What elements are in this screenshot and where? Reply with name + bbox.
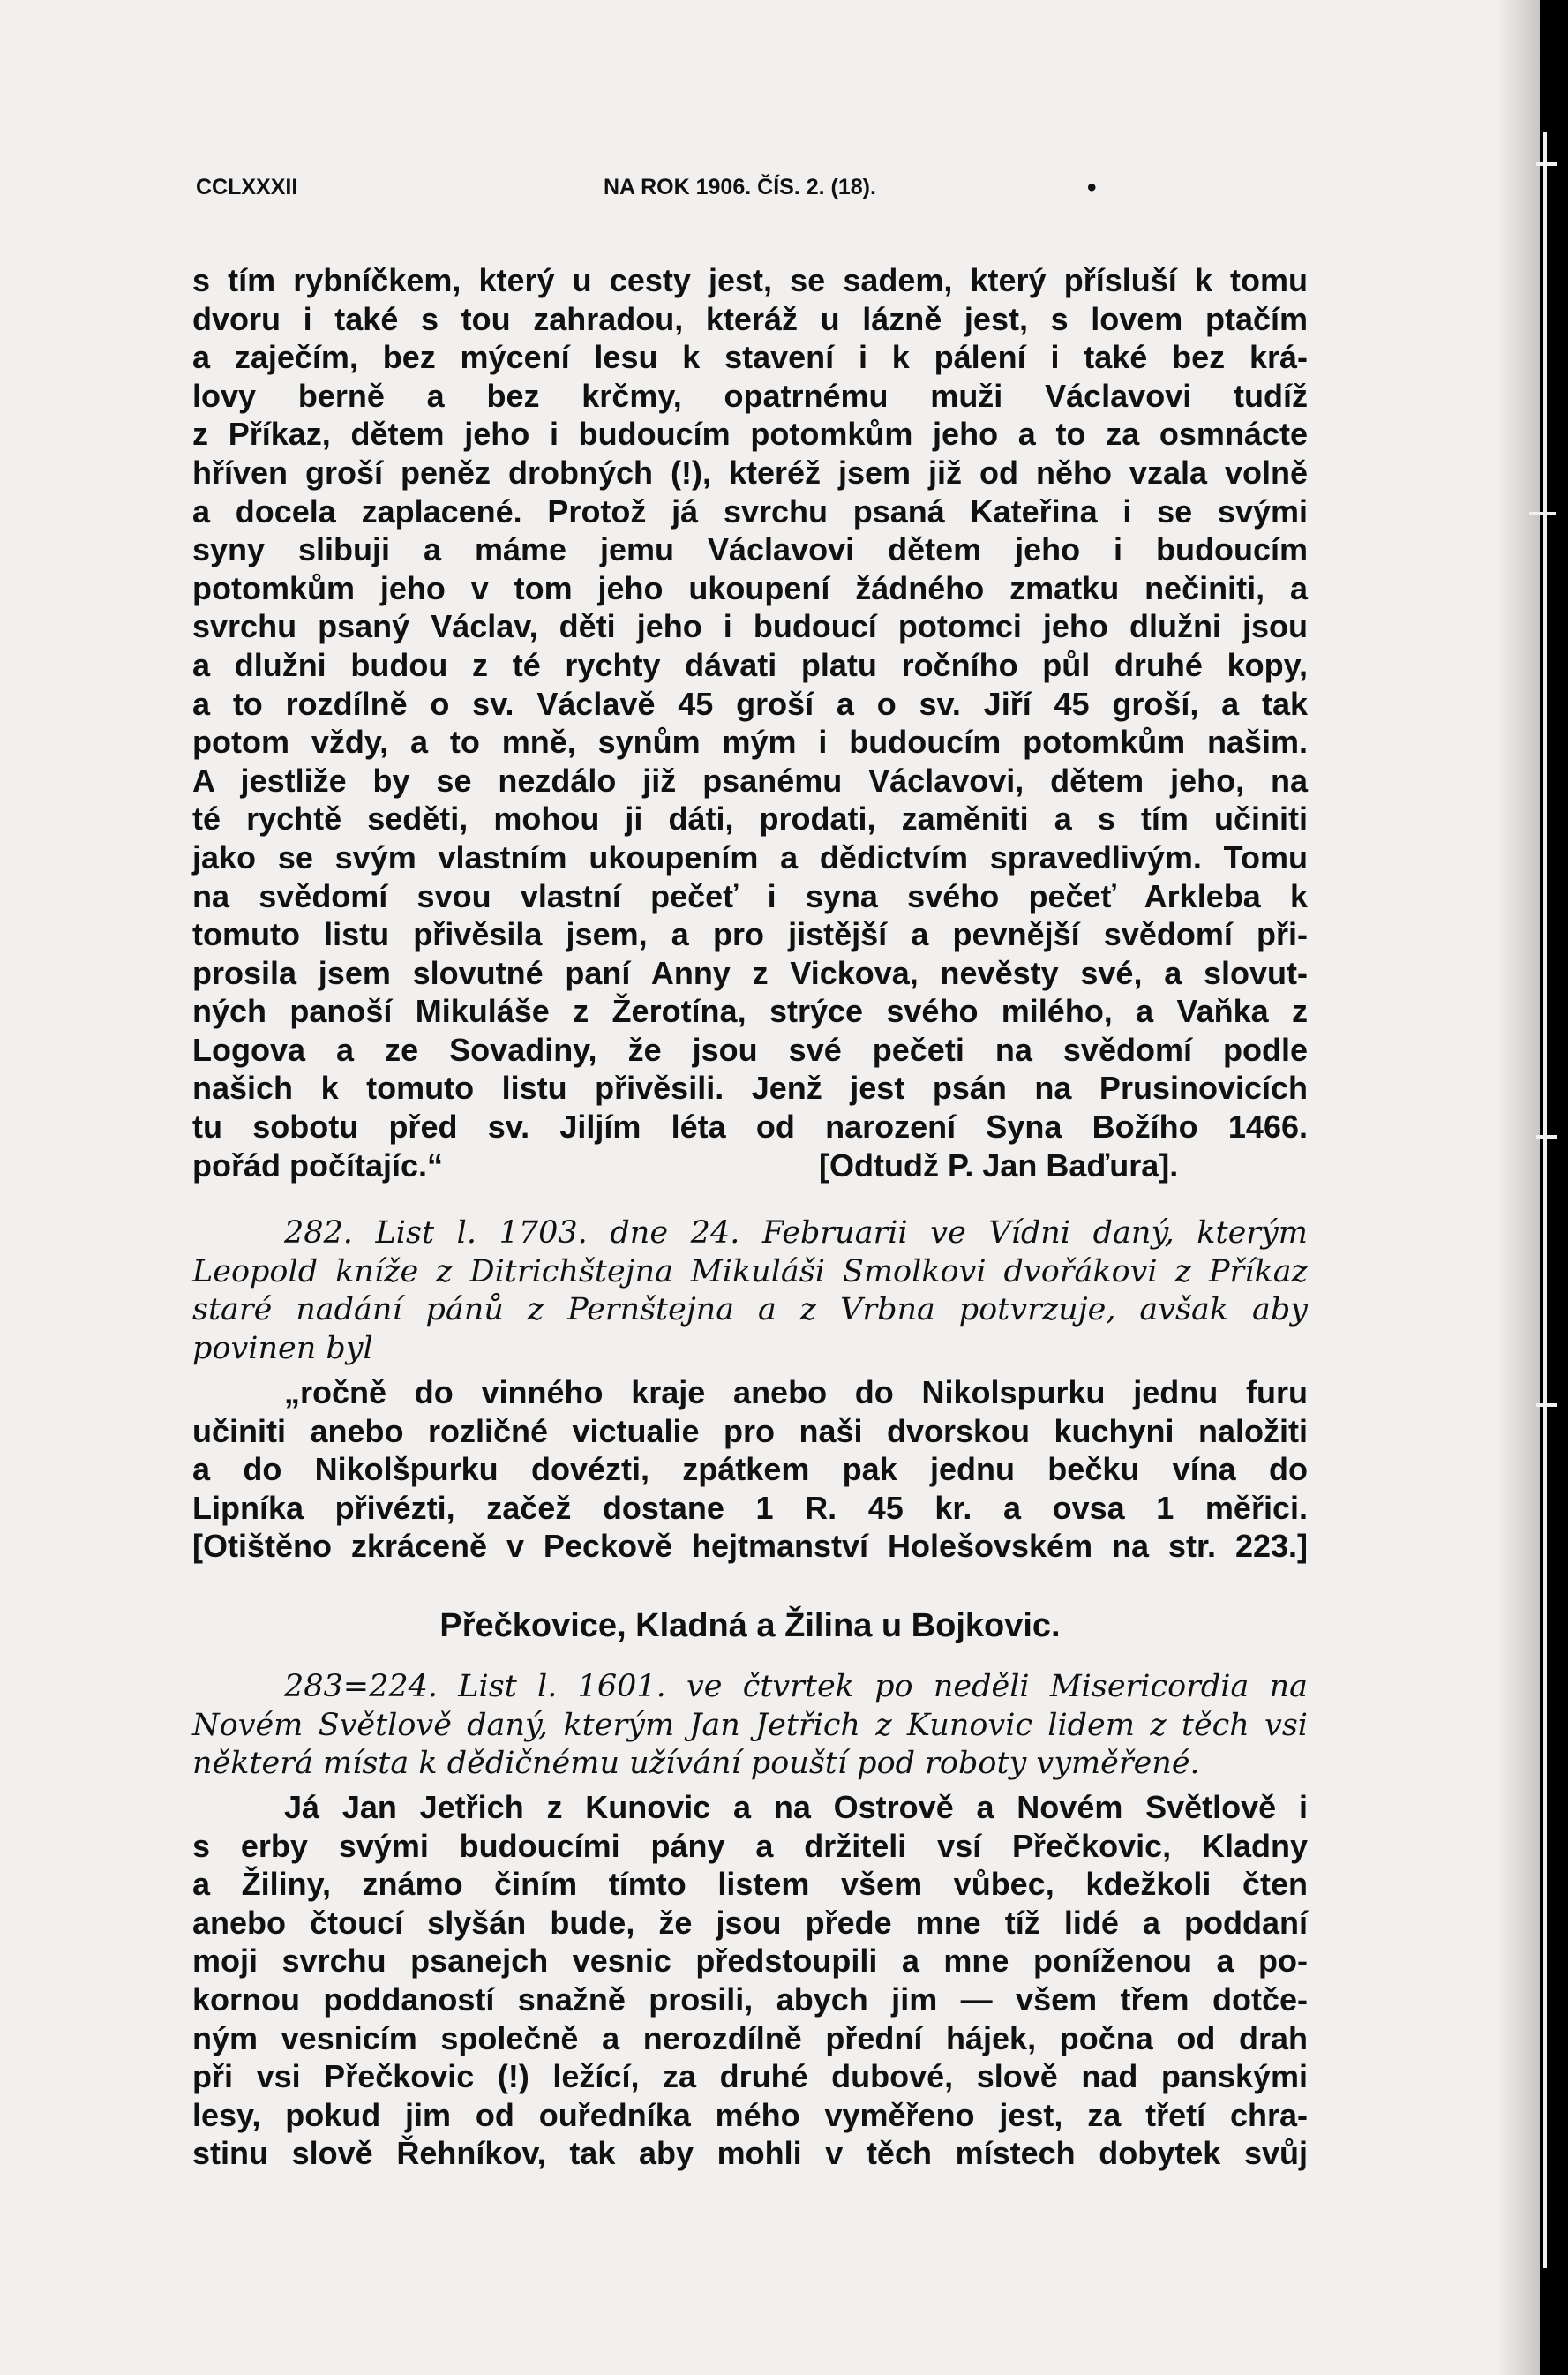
text-line: hříven groší peněz drobných (!), kteréž jsem již od něho vzala volně bbox=[192, 454, 1308, 491]
text-line: s tím rybníčkem, který u cesty jest, se sadem, který přísluší k tomu bbox=[192, 262, 1308, 298]
margin-tick bbox=[1536, 162, 1557, 166]
text-line: dvoru i také s tou zahradou, kteráž u lázně jest, s lovem ptačím bbox=[192, 300, 1308, 337]
quote-line: Lipníka přivézti, začež dostane 1 R. 45 kr. a ovsa 1 měřici. bbox=[192, 1489, 1308, 1526]
text-line: potom vždy, a to mně, synům mým i budoucím potomkům našim. bbox=[192, 724, 1308, 761]
quote-line: učiniti anebo rozličné victualie pro naši dvorskou kuchyni naložiti bbox=[192, 1412, 1308, 1449]
text-line: A jestliže by se nezdálo již psanému Václavovi, dětem jeho, na bbox=[192, 762, 1308, 799]
margin-tick bbox=[1529, 512, 1556, 515]
summary-line: některá místa k dědičnému užívání pouští pod roboty vyměřené. bbox=[192, 1746, 1200, 1782]
margin-rule bbox=[1543, 132, 1547, 2268]
text-line: svrchu psaný Václav, děti jeho i budoucí potomci jeho dlužni jsou bbox=[192, 608, 1308, 645]
entry-283-summary bbox=[192, 1668, 1308, 1784]
summary-line: 283=224. List l. 1601. ve čtvrtek po neděli Misericordia na bbox=[284, 1669, 1308, 1704]
summary-line: Leopold kníže z Ditrichštejna Mikuláši Smolkovi dvořákovi z Příkaz bbox=[192, 1253, 1308, 1289]
text-line: na svědomí svou vlastní pečeť i syna svého pečeť Arkleba k bbox=[192, 877, 1308, 914]
text-line: našich k tomuto listu přivěsili. Jenž jest psán na Prusinovicích bbox=[192, 1070, 1308, 1107]
text-line: jako se svým vlastním ukoupením a dědictvím spravedlivým. Tomu bbox=[192, 838, 1308, 876]
quote-line: a do Nikolšpurku dovézti, zpátkem pak jednu bečku vína do bbox=[192, 1451, 1308, 1488]
summary-line: 282. List l. 1703. dne 24. Februarii ve Vídni daný, kterým bbox=[284, 1215, 1308, 1251]
entry-282-summary bbox=[192, 1214, 1308, 1368]
text-line: tu sobotu před sv. Jiljím léta od narození Syna Božího 1466. bbox=[192, 1109, 1308, 1146]
entry-282-quote bbox=[192, 1373, 1308, 1566]
entry-283-text bbox=[192, 1788, 1308, 2173]
closing-text: pořád počítajíc.“ bbox=[192, 1146, 444, 1184]
text-line: a zaječím, bez mýcení lesu k stavení i k pálení i také bez krá- bbox=[192, 339, 1308, 376]
text-line: kornou poddaností snažně prosili, abych jim — všem třem dotče- bbox=[192, 1980, 1308, 2018]
text-line: a dlužni budou z té rychty dávati platu ročního půl druhé kopy, bbox=[192, 646, 1308, 683]
text-line: z Příkaz, dětem jeho i budoucím potomkům jeho a to za osmnácte bbox=[192, 416, 1308, 453]
text-line: syny slibuji a máme jemu Václavovi dětem jeho i budoucím bbox=[192, 531, 1308, 568]
text-line: a docela zaplacené. Protož já svrchu psaná Kateřina i se svými bbox=[192, 492, 1308, 530]
text-line: a to rozdílně o sv. Václavě 45 groší a o sv. Jiří 45 groší, a tak bbox=[192, 685, 1308, 722]
text-line: potomkům jeho v tom jeho ukoupení žádného zmatku nečiniti, a bbox=[192, 569, 1308, 606]
text-line: a Žiliny, známo činím tímto listem všem vůbec, kdežkoli čten bbox=[192, 1866, 1308, 1903]
text-line: stinu slově Řehníkov, tak aby mohli v těch místech dobytek svůj bbox=[192, 2135, 1308, 2172]
text-line: Já Jan Jetřich z Kunovic a na Ostrově a Novém Světlově i bbox=[284, 1789, 1308, 1825]
text-line: tomuto listu přivěsila jsem, a pro jistější a pevnější svědomí při- bbox=[192, 916, 1308, 953]
text-line: moji svrchu psanejch vesnic předstoupili a mne poníženou a po- bbox=[192, 1943, 1308, 1980]
quote-line: „ročně do vinného kraje anebo do Nikolspurku jednu furu bbox=[284, 1374, 1308, 1410]
charter-text-block bbox=[192, 261, 1308, 1184]
text-line: té rychtě seděti, mohou ji dáti, prodati, zaměniti a s tím učiniti bbox=[192, 800, 1308, 838]
text-line: lovy berně a bez krčmy, opatrnému muži Václavovi tudíž bbox=[192, 377, 1308, 414]
margin-tick bbox=[1536, 1135, 1557, 1139]
closing-line bbox=[192, 1146, 1308, 1185]
text-line: prosila jsem slovutné paní Anny z Vickova, nevěsty své, a slovut- bbox=[192, 954, 1308, 991]
quote-line: [Otištěno zkráceně v Peckově hejtmanství Holešovském na str. 223.] bbox=[192, 1528, 1308, 1565]
source-note: [Odtudž P. Jan Baďura]. bbox=[819, 1146, 1179, 1184]
section-heading: Přečkovice, Kladná a Žilina u Bojkovic. bbox=[439, 1607, 1061, 1644]
running-header bbox=[196, 175, 1343, 210]
summary-line: povinen byl bbox=[192, 1330, 373, 1366]
text-line: s erby svými budoucími pány a držiteli vsí Přečkovic, Kladny bbox=[192, 1827, 1308, 1864]
text-line: při vsi Přečkovic (!) ležící, za druhé dubové, slově nad panskými bbox=[192, 2058, 1308, 2095]
text-line: ných panoší Mikuláše z Žerotína, strýce svého milého, a Vaňka z bbox=[192, 993, 1308, 1030]
margin-tick bbox=[1536, 1403, 1557, 1407]
text-line: ným vesnicím společně a nerozdílně přední hájek, počna od drah bbox=[192, 2019, 1308, 2056]
text-line: Logova a ze Sovadiny, že jsou své pečeti na svědomí podle bbox=[192, 1031, 1308, 1068]
header-mark: • bbox=[1087, 173, 1097, 202]
text-line: lesy, pokud jim od ouředníka mého vyměřeno jest, za třetí chra- bbox=[192, 2096, 1308, 2133]
running-title: NA ROK 1906. ČÍS. 2. (18). bbox=[604, 175, 876, 199]
text-line: anebo čtoucí slyšán bude, že jsou přede mne tíž lidé a poddaní bbox=[192, 1904, 1308, 1941]
page-edge-shade bbox=[1497, 0, 1540, 2375]
summary-line: Novém Světlově daný, kterým Jan Jetřich z Kunovic lidem z těch vsi bbox=[192, 1707, 1308, 1743]
page-folio: CCLXXXII bbox=[196, 175, 298, 199]
summary-line: staré nadání pánů z Pernštejna a z Vrbna potvrzuje, avšak aby bbox=[192, 1292, 1308, 1328]
